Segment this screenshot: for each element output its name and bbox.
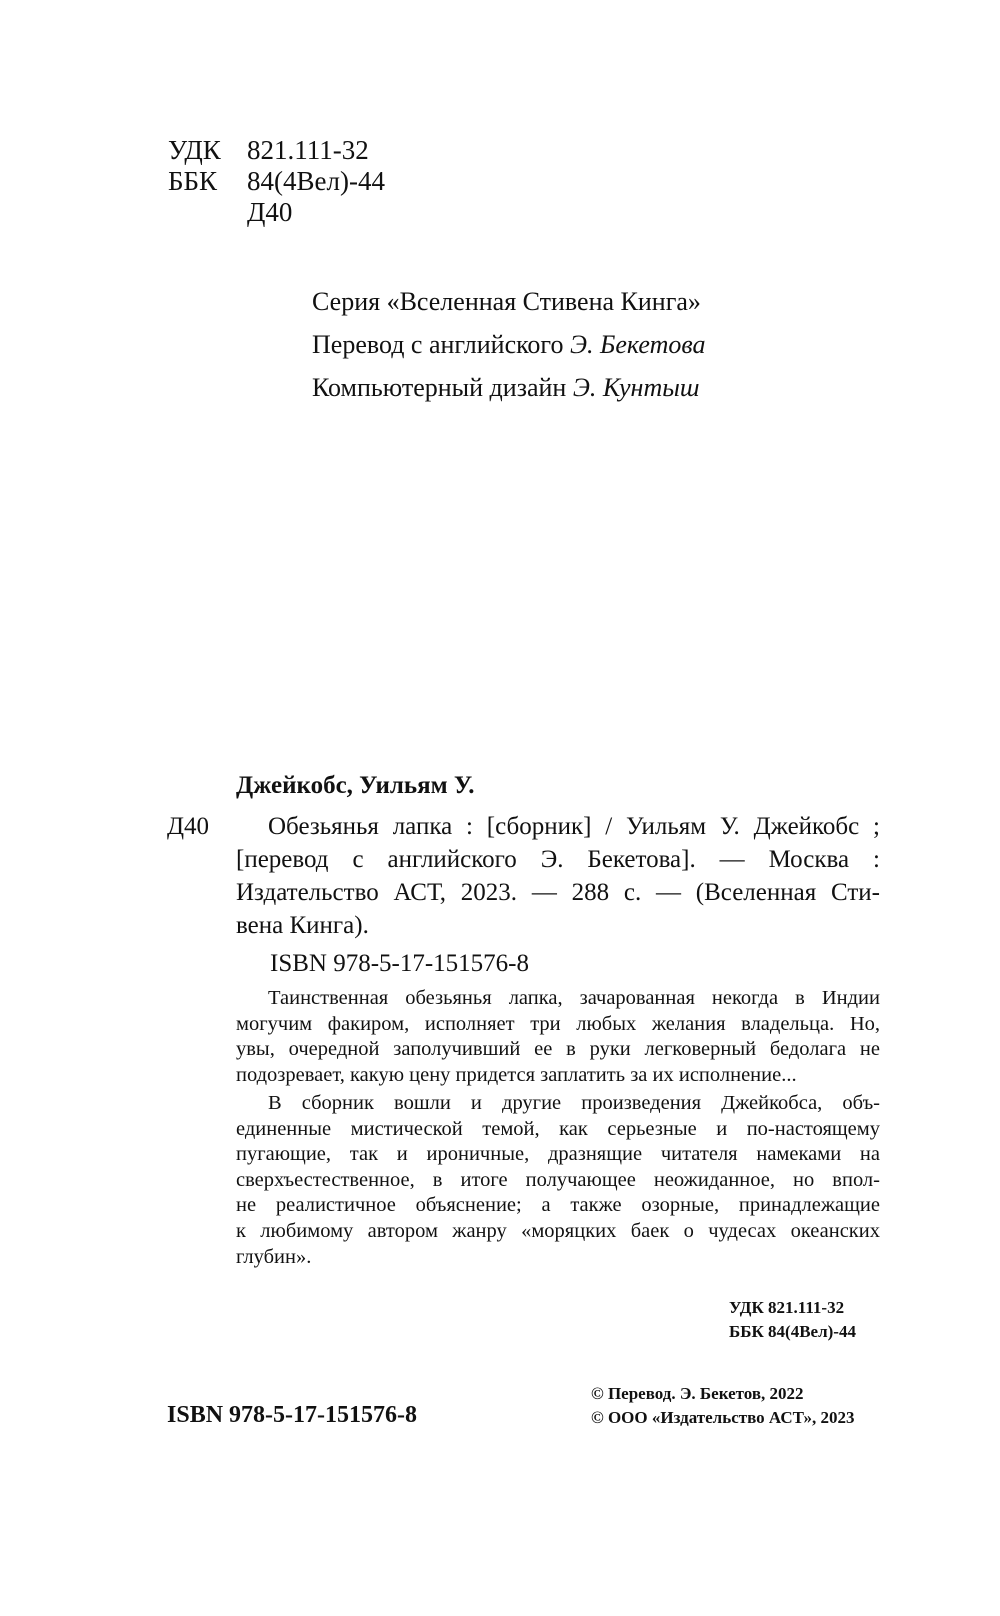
annotation-line: увы, очередной заполучивший ее в руки легковерный бедолага не bbox=[236, 1038, 880, 1061]
cutter-number: Д40 bbox=[247, 197, 293, 227]
design-prefix: Компьютерный дизайн bbox=[312, 373, 567, 402]
translator-name: Э. Бекетова bbox=[569, 330, 706, 359]
bbk-value: 84(4Вел)-44 bbox=[247, 166, 385, 196]
designer-name: Э. Кунтыш bbox=[572, 373, 700, 402]
annotation-line: не реалистичное объяснение; а также озорные, принадлежащие bbox=[236, 1194, 880, 1217]
annotation-line: к любимому автором жанру «моряцких баек о чудесах океанских bbox=[236, 1219, 880, 1242]
udk-code: УДК 821.111-32 bbox=[729, 1298, 845, 1317]
annotation-line: единенные мистической темой, как серьезные и по-настоящему bbox=[236, 1117, 880, 1140]
translation-prefix: Перевод с английского bbox=[312, 330, 564, 359]
copyright-block bbox=[591, 1382, 855, 1430]
annotation-line: Таинственная обезьянья лапка, зачарованная некогда в Индии bbox=[268, 987, 880, 1009]
annotation-line: В сборник вошли и другие произведения Джейкобса, объ- bbox=[268, 1092, 880, 1114]
translation-credit bbox=[312, 330, 705, 360]
annotation-line: глубин». bbox=[236, 1245, 312, 1268]
annotation-line: пугающие, так и ироничные, дразнящие читателя намеками на bbox=[236, 1143, 880, 1166]
annotation-line: сверхъестественное, в итоге получающее неожиданное, но впол- bbox=[236, 1168, 880, 1191]
biblio-line: Обезьянья лапка : [сборник] / Уильям У. Джейкобс ; bbox=[268, 813, 880, 840]
bbk-label: ББК bbox=[168, 166, 218, 196]
design-credit bbox=[312, 373, 699, 403]
annotation-paragraph-1 bbox=[236, 986, 880, 1088]
record-author: Джейкобс, Уильям У. bbox=[236, 772, 475, 799]
biblio-line: Издательство АСТ, 2023. — 288 с. — (Вселенная Сти- bbox=[236, 879, 880, 906]
classification-codes bbox=[729, 1296, 856, 1344]
biblio-line: [перевод с английского Э. Бекетова]. — Москва : bbox=[236, 846, 880, 873]
annotation-line: могучим факиром, исполняет три любых желания владельца. Но, bbox=[236, 1012, 880, 1035]
biblio-line: вена Кинга). bbox=[236, 912, 369, 939]
copyright-translation: © Перевод. Э. Бекетов, 2022 bbox=[591, 1384, 804, 1403]
footer-isbn: ISBN 978-5-17-151576-8 bbox=[167, 1402, 417, 1428]
record-cutter: Д40 bbox=[167, 813, 210, 840]
udk-value: 821.111-32 bbox=[247, 135, 369, 165]
bibliographic-description bbox=[236, 810, 880, 942]
record-isbn: ISBN 978-5-17-151576-8 bbox=[270, 950, 530, 977]
bbk-code: ББК 84(4Вел)-44 bbox=[729, 1322, 856, 1341]
copyright-publisher: © ООО «Издательство АСТ», 2023 bbox=[591, 1408, 855, 1427]
series-title: Серия «Вселенная Стивена Кинга» bbox=[312, 287, 701, 316]
annotation-paragraph-2 bbox=[236, 1091, 880, 1270]
annotation-line: подозревает, какую цену придется заплатить за их исполнение... bbox=[236, 1063, 797, 1086]
udk-label: УДК bbox=[168, 135, 221, 165]
